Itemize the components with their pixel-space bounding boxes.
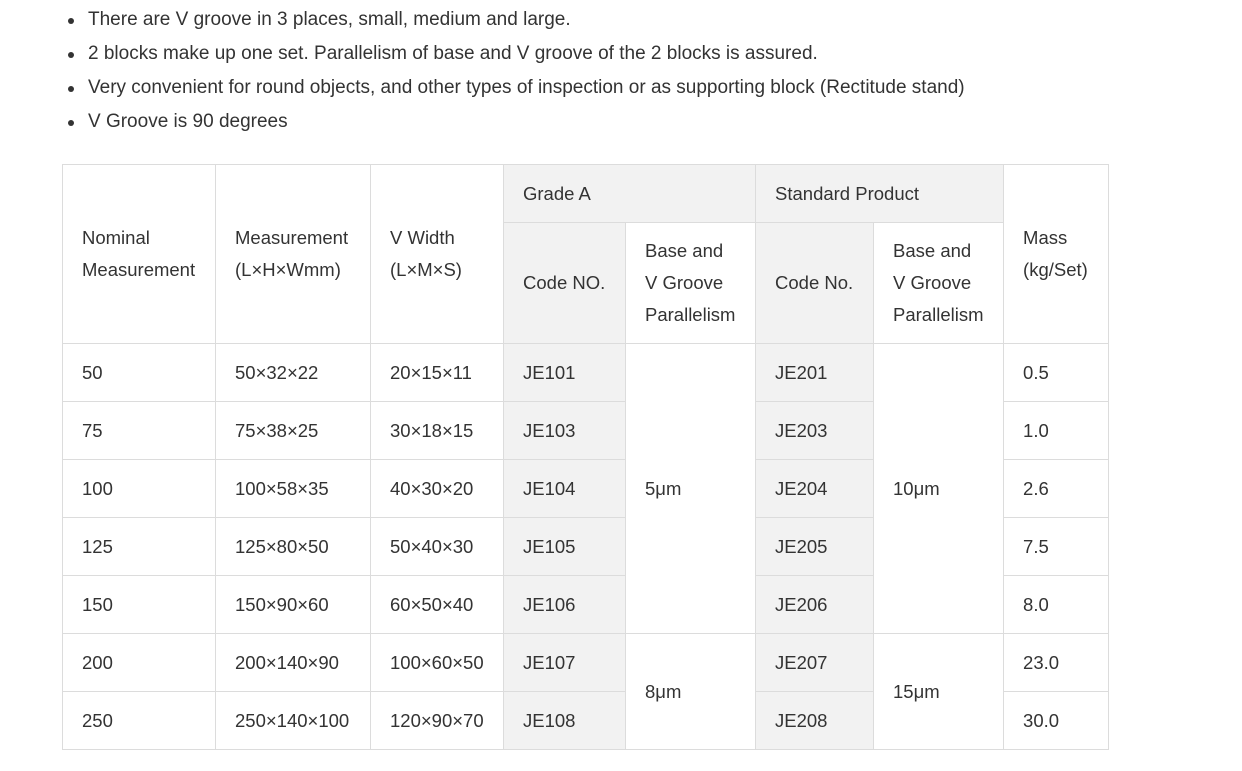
cell-grade-a-code: JE105 [504, 518, 626, 576]
header-grade-a: Grade A [504, 165, 756, 223]
v-block-spec-table [62, 164, 1109, 750]
cell-v-width: 20×15×11 [371, 344, 504, 402]
feature-item: 2 blocks make up one set. Parallelism of base and V groove of the 2 blocks is assured. [88, 38, 965, 72]
table-row [63, 634, 1109, 692]
cell-v-width: 30×18×15 [371, 402, 504, 460]
cell-measurement: 150×90×60 [216, 576, 371, 634]
cell-grade-a-code: JE107 [504, 634, 626, 692]
cell-std-parallelism: 10μm [874, 344, 1004, 634]
header-std-code: Code No. [756, 223, 874, 344]
cell-mass: 0.5 [1004, 344, 1109, 402]
feature-list [0, 4, 965, 140]
cell-mass: 7.5 [1004, 518, 1109, 576]
cell-std-code: JE203 [756, 402, 874, 460]
cell-mass: 1.0 [1004, 402, 1109, 460]
cell-std-code: JE206 [756, 576, 874, 634]
cell-grade-a-code: JE106 [504, 576, 626, 634]
cell-nominal: 150 [63, 576, 216, 634]
cell-measurement: 125×80×50 [216, 518, 371, 576]
cell-v-width: 60×50×40 [371, 576, 504, 634]
cell-measurement: 200×140×90 [216, 634, 371, 692]
cell-mass: 2.6 [1004, 460, 1109, 518]
cell-nominal: 100 [63, 460, 216, 518]
cell-std-code: JE205 [756, 518, 874, 576]
cell-measurement: 75×38×25 [216, 402, 371, 460]
cell-std-code: JE201 [756, 344, 874, 402]
cell-mass: 30.0 [1004, 692, 1109, 750]
cell-grade-a-parallelism: 5μm [626, 344, 756, 634]
cell-nominal: 125 [63, 518, 216, 576]
cell-nominal: 50 [63, 344, 216, 402]
header-grade-a-parallelism: Base and V Groove Parallelism [626, 223, 756, 344]
header-standard-product: Standard Product [756, 165, 1004, 223]
header-measurement: Measurement (L×H×Wmm) [216, 165, 371, 344]
feature-item: V Groove is 90 degrees [88, 106, 965, 140]
table-row [63, 344, 1109, 402]
cell-std-code: JE207 [756, 634, 874, 692]
cell-v-width: 120×90×70 [371, 692, 504, 750]
cell-measurement: 250×140×100 [216, 692, 371, 750]
header-mass: Mass (kg/Set) [1004, 165, 1109, 344]
cell-mass: 8.0 [1004, 576, 1109, 634]
cell-measurement: 100×58×35 [216, 460, 371, 518]
header-std-parallelism: Base and V Groove Parallelism [874, 223, 1004, 344]
cell-std-parallelism: 15μm [874, 634, 1004, 750]
cell-grade-a-code: JE103 [504, 402, 626, 460]
feature-item: There are V groove in 3 places, small, medium and large. [88, 4, 965, 38]
header-nominal: Nominal Measurement [63, 165, 216, 344]
cell-std-code: JE208 [756, 692, 874, 750]
cell-measurement: 50×32×22 [216, 344, 371, 402]
cell-nominal: 200 [63, 634, 216, 692]
header-grade-a-code: Code NO. [504, 223, 626, 344]
cell-grade-a-code: JE104 [504, 460, 626, 518]
cell-grade-a-code: JE101 [504, 344, 626, 402]
cell-nominal: 250 [63, 692, 216, 750]
cell-v-width: 40×30×20 [371, 460, 504, 518]
cell-std-code: JE204 [756, 460, 874, 518]
cell-grade-a-parallelism: 8μm [626, 634, 756, 750]
feature-item: Very convenient for round objects, and other types of inspection or as supporting block (Rectitude stand) [88, 72, 965, 106]
cell-mass: 23.0 [1004, 634, 1109, 692]
cell-nominal: 75 [63, 402, 216, 460]
cell-grade-a-code: JE108 [504, 692, 626, 750]
header-v-width: V Width (L×M×S) [371, 165, 504, 344]
cell-v-width: 50×40×30 [371, 518, 504, 576]
header-row [63, 165, 1109, 223]
cell-v-width: 100×60×50 [371, 634, 504, 692]
